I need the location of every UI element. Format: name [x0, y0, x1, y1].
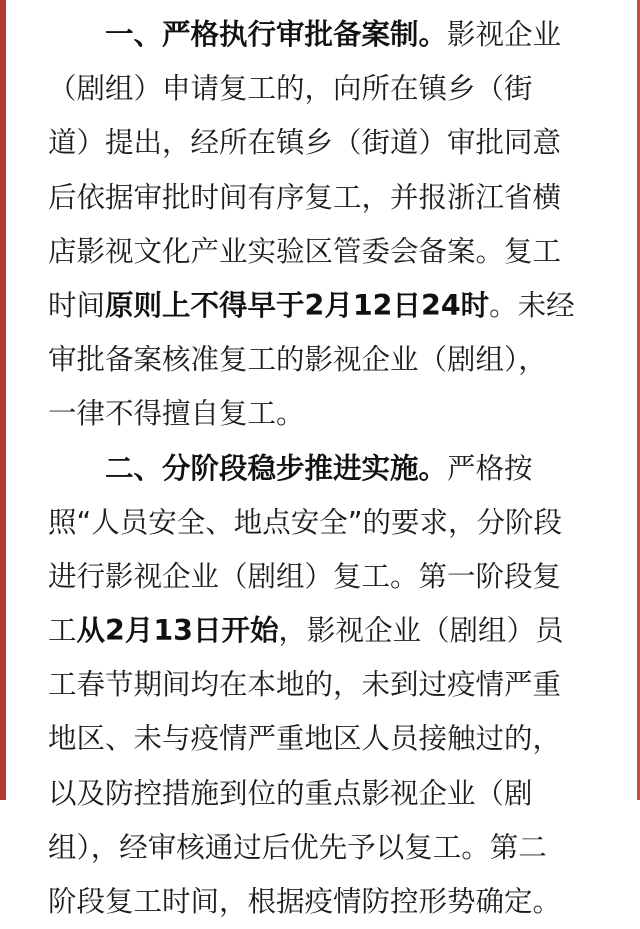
text-line	[48, 225, 636, 279]
text-line	[48, 712, 636, 766]
left-red-border	[0, 0, 6, 800]
text-line	[48, 279, 636, 333]
text-segment: 地区、未与疫情严重地区人员接触过的，	[48, 722, 562, 756]
text-segment: 后依据审批时间有序复工，并报浙江省横	[48, 180, 562, 214]
text-segment: 照“人员安全、地点安全”的要求，分阶段	[48, 505, 563, 539]
text-segment: 组），经审核通过后优先予以复工。第二	[48, 830, 547, 864]
text-segment: 一律不得擅自复工。	[48, 397, 305, 431]
notice-body-text	[48, 8, 636, 929]
text-line	[48, 875, 636, 929]
bold-text-segment: 从2月13日开始	[76, 614, 279, 648]
text-segment: 店影视文化产业实验区管委会备案。复工	[48, 234, 562, 268]
text-line	[48, 333, 636, 387]
bold-text-segment: 一、严格执行审批备案制。	[105, 18, 448, 51]
text-line	[48, 8, 636, 62]
text-segment: 工	[48, 614, 77, 648]
text-line	[48, 658, 636, 712]
text-line	[48, 604, 636, 658]
text-segment: ，影视企业（剧组）员	[278, 614, 564, 648]
text-segment: 。未经	[489, 288, 575, 322]
text-segment: 审批备案核准复工的影视企业（剧组），	[48, 343, 547, 377]
text-segment: 严格按	[447, 451, 533, 485]
text-line	[48, 550, 636, 604]
bold-text-segment: 原则上不得早于2月12日24时	[105, 288, 490, 322]
text-line	[48, 821, 636, 875]
text-segment: 道）提出，经所在镇乡（街道）审批同意	[48, 126, 562, 160]
text-segment: （剧组）申请复工的，向所在镇乡（街	[48, 72, 533, 106]
text-line	[48, 496, 636, 550]
text-segment: 时间	[48, 288, 106, 322]
text-segment: 阶段复工时间，根据疫情防控形势确定。	[48, 885, 562, 918]
text-segment: 以及防控措施到位的重点影视企业（剧	[48, 776, 533, 810]
text-line	[48, 442, 636, 496]
text-line	[48, 767, 636, 821]
text-line	[48, 387, 636, 441]
text-line	[48, 171, 636, 225]
text-segment: 工春节期间均在本地的，未到过疫情严重	[48, 668, 562, 702]
text-segment: 影视企业	[447, 18, 562, 51]
bold-text-segment: 二、分阶段稳步推进实施。	[105, 451, 448, 485]
text-line	[48, 116, 636, 170]
text-line	[48, 62, 636, 116]
text-segment: 进行影视企业（剧组）复工。第一阶段复	[48, 559, 562, 593]
